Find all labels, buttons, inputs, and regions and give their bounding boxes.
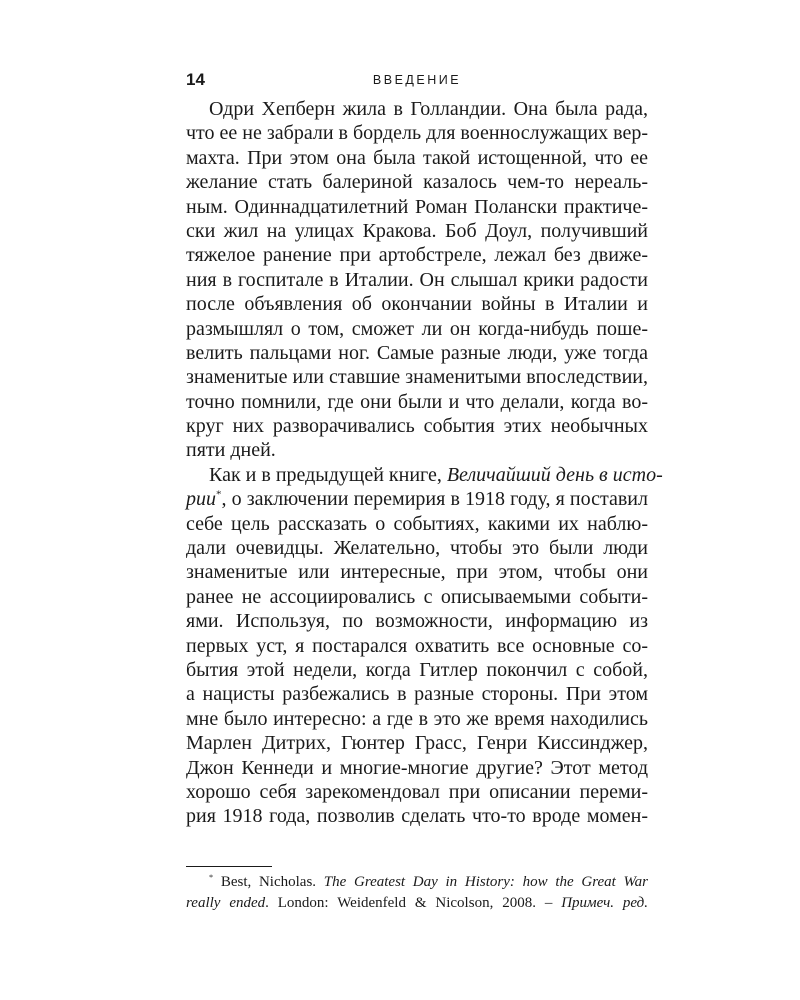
text-line: махта. При этом она была такой истощенной, что ее bbox=[186, 146, 648, 169]
text-line: велить пальцами ног. Самые разные люди, уже тогда bbox=[186, 341, 648, 364]
text-line: Одри Хепберн жила в Голландии. Она была рада, bbox=[209, 98, 648, 120]
text-line: что ее не забрали в бордель для военнослужащих вер- bbox=[186, 122, 649, 145]
paragraph-1 bbox=[186, 97, 648, 463]
text-run: , о заключении перемирия в 1918 году, я поставил bbox=[221, 488, 648, 511]
text-line: знаменитые или интересные, при этом, чтобы они bbox=[186, 561, 648, 584]
text-line: точно помнили, где они были и что делали, когда во- bbox=[186, 390, 648, 413]
text-line: ранее не ассоциировались с описываемыми событи- bbox=[186, 585, 648, 608]
book-title: Величайший день в исто- bbox=[446, 463, 663, 486]
text-line: Джон Кеннеди и многие-многие другие? Этот метод bbox=[186, 756, 648, 779]
text-line: знаменитые или ставшие знаменитыми впоследствии, bbox=[186, 366, 648, 389]
body-text bbox=[186, 97, 663, 829]
text-line: размышлял о том, сможет ли он когда-нибудь поше- bbox=[186, 317, 648, 340]
footnote-publication: . London: Weidenfeld & Nicolson, 2008. – bbox=[265, 895, 562, 911]
text-line: тяжелое ранение при артобстреле, лежал без движе- bbox=[186, 244, 648, 267]
text-line: а нацисты разбежались в разные стороны. При этом bbox=[186, 683, 648, 706]
footnote-mark: * bbox=[209, 873, 214, 883]
footnote-reference[interactable]: * bbox=[216, 488, 222, 501]
footnote-editor-note: Примеч. ред. bbox=[561, 895, 648, 911]
footnote-book-title: really ended bbox=[186, 895, 266, 911]
text-line: после объявления об окончании войны в Италии и bbox=[186, 293, 648, 316]
text-line: ния в госпитале в Италии. Он слышал крики радости bbox=[186, 268, 648, 291]
footnote-book-title: The Greatest Day in History: how the Great War bbox=[323, 874, 648, 890]
footnote-line bbox=[186, 872, 648, 893]
section-title: ВВЕДЕНИЕ bbox=[372, 73, 462, 87]
page-number: 14 bbox=[186, 70, 205, 89]
text-line: желание стать балериной казалось чем-то нереаль- bbox=[186, 171, 648, 194]
paragraph-2 bbox=[186, 463, 663, 829]
text-line bbox=[186, 487, 648, 511]
text-line: ями. Используя, по возможности, информацию из bbox=[186, 610, 648, 633]
text-line bbox=[186, 463, 663, 487]
book-title: рии bbox=[186, 488, 216, 511]
text-run: Как и в предыдущей книге, bbox=[209, 463, 447, 486]
text-line: хорошо себя зарекомендовал при описании переми- bbox=[186, 780, 648, 803]
footnote-author: Best, Nicholas. bbox=[213, 874, 324, 890]
footnote bbox=[186, 872, 648, 914]
text-line: пяти дней. bbox=[186, 439, 276, 462]
footnote-line bbox=[186, 893, 648, 914]
text-line: рия 1918 года, позволив сделать что-то вроде момен- bbox=[186, 805, 648, 828]
text-line: круг них разворачивались события этих необычных bbox=[186, 415, 648, 438]
running-head bbox=[186, 70, 648, 94]
text-line: ным. Одиннадцатилетний Роман Полански практиче- bbox=[186, 195, 648, 218]
text-line: ски жил на улицах Кракова. Боб Доул, получивший bbox=[186, 219, 648, 242]
text-line: дали очевидцы. Желательно, чтобы это были люди bbox=[186, 537, 648, 560]
text-line: бытия этой недели, когда Гитлер покончил с собой, bbox=[186, 658, 648, 681]
text-line: первых уст, я постарался охватить все основные со- bbox=[186, 634, 648, 657]
text-line: себе цель рассказать о событиях, какими их наблю- bbox=[186, 512, 648, 535]
footnote-divider bbox=[186, 866, 272, 867]
text-line: мне было интересно: а где в это же время находились bbox=[186, 707, 648, 730]
text-line: Марлен Дитрих, Гюнтер Грасс, Генри Киссинджер, bbox=[186, 732, 648, 755]
